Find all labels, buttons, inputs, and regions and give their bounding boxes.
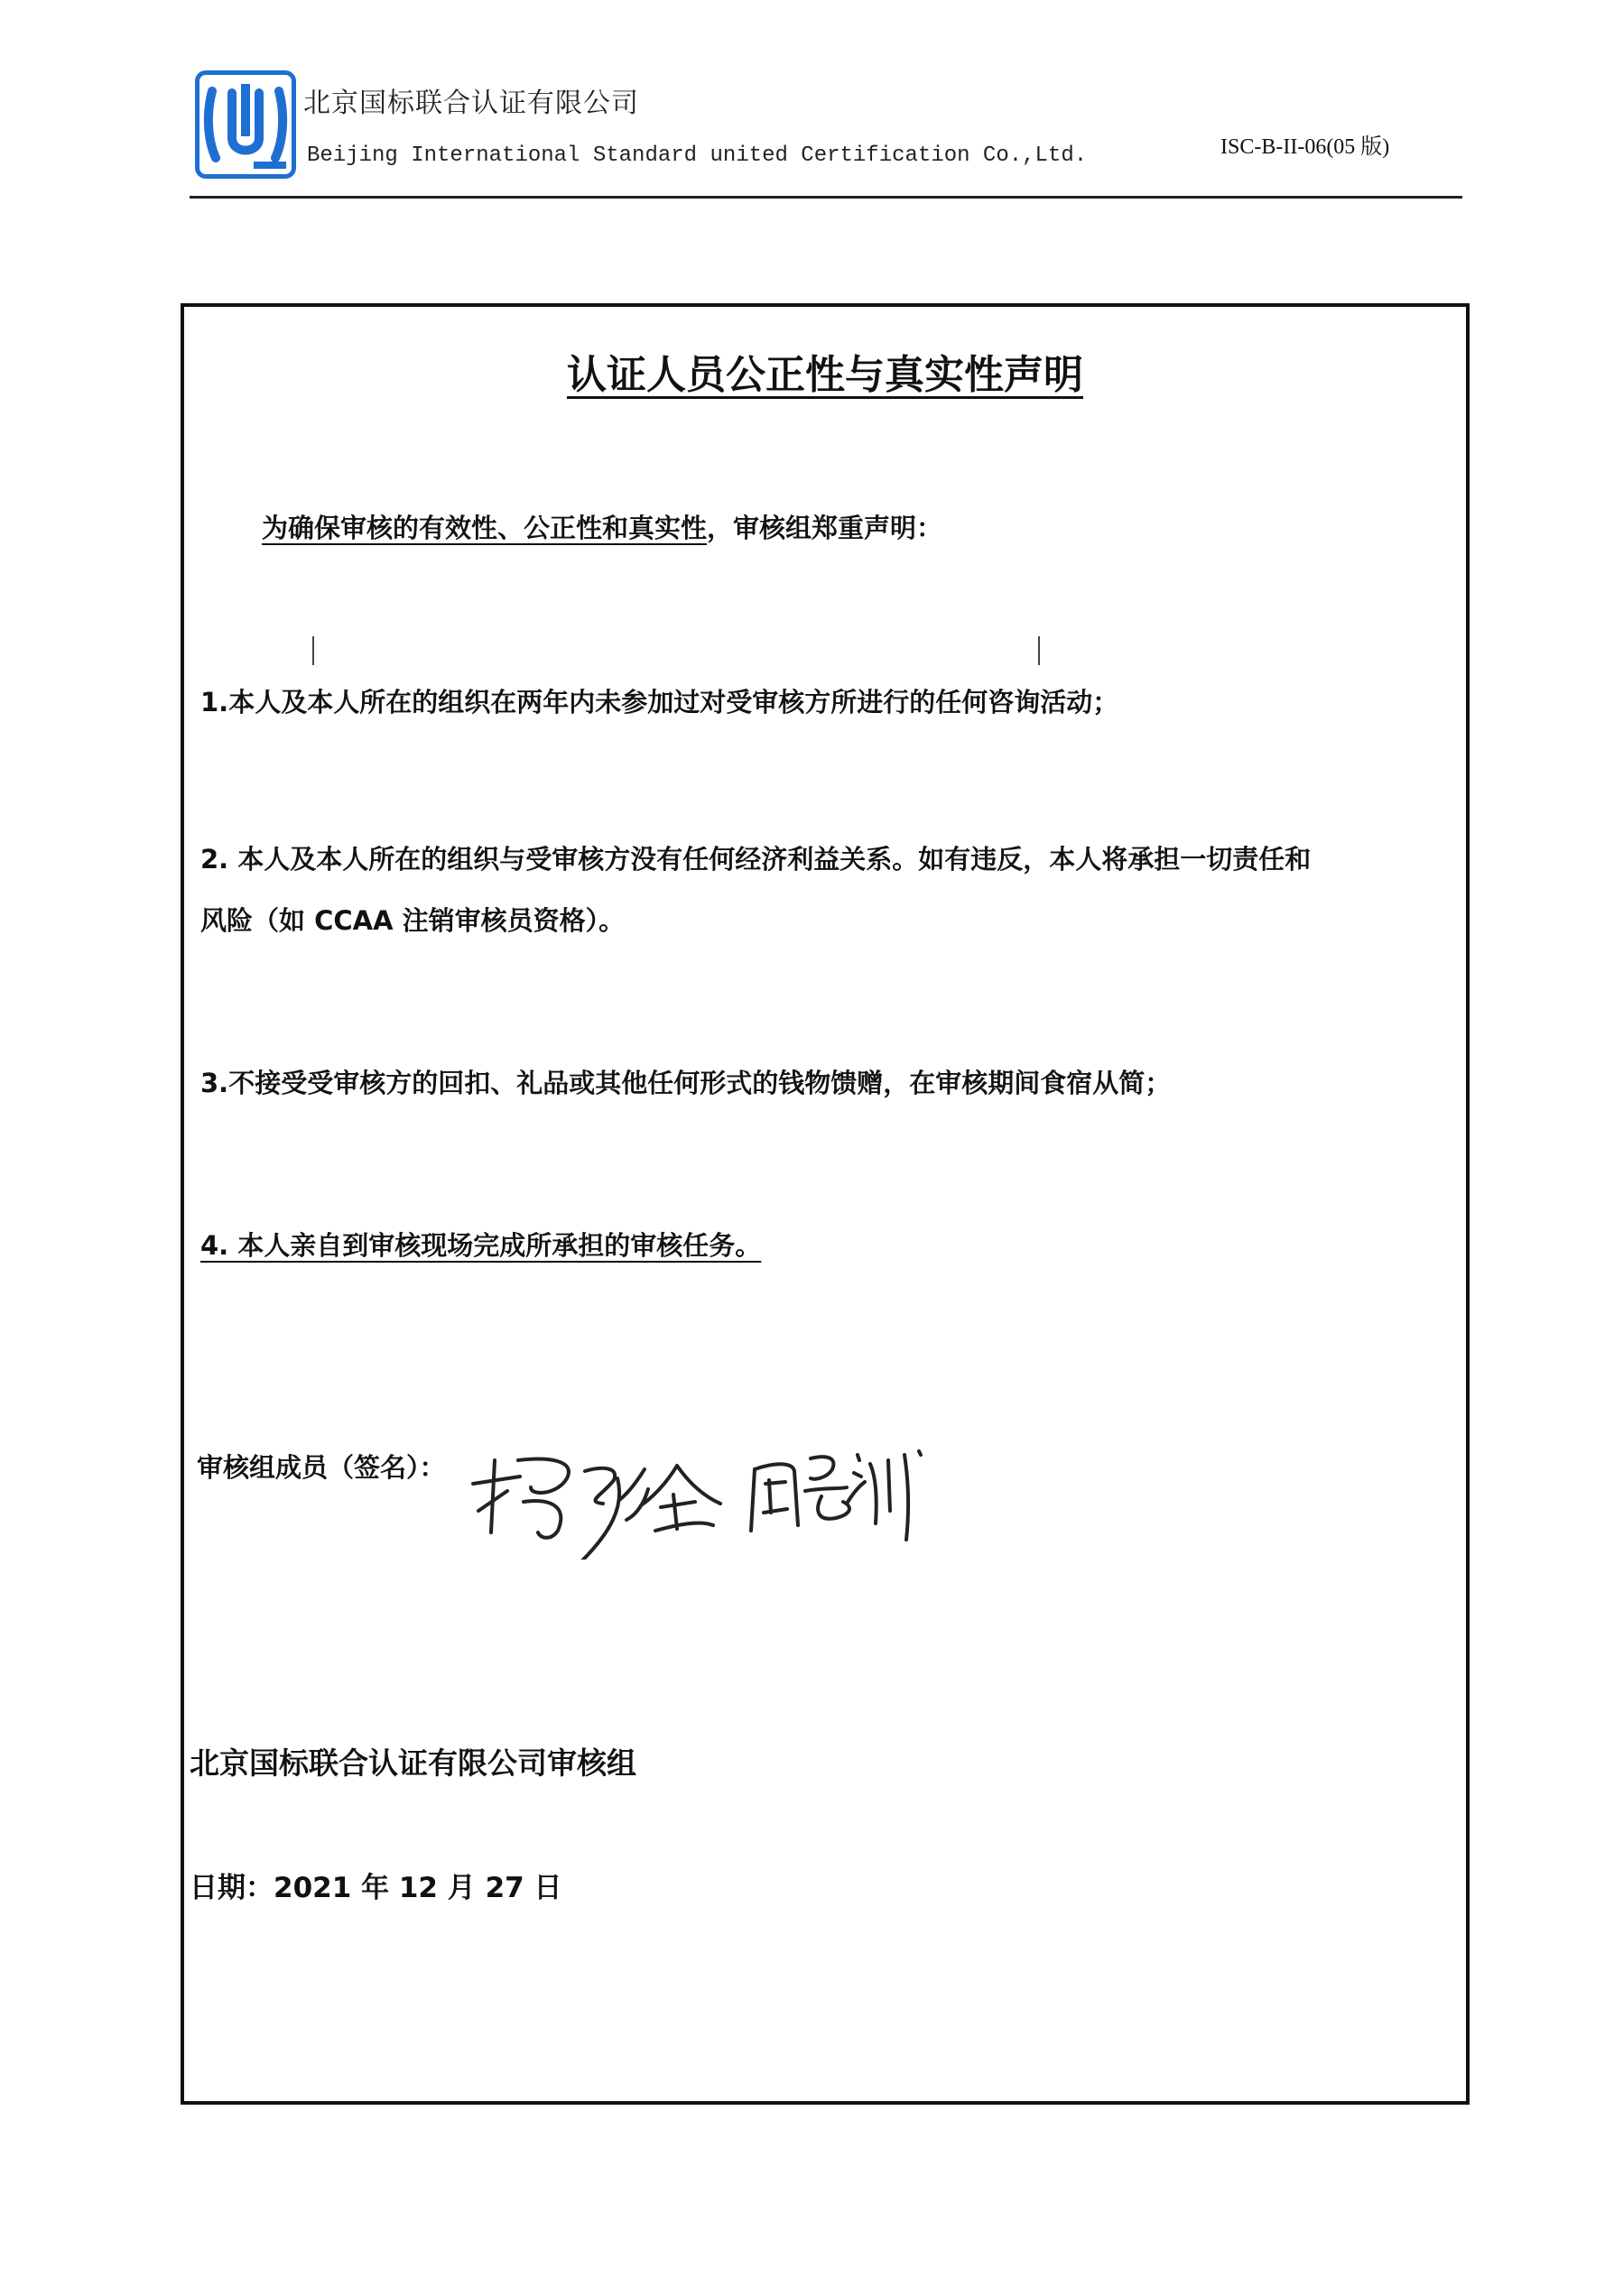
document-code: ISC-B-II-06(05 版) <box>1220 135 1390 159</box>
signature-label: 审核组成员（签名）： <box>197 1452 446 1483</box>
declaration-item-2-continued: 风险（如 CCAA 注销审核员资格）。 <box>200 905 626 936</box>
declaration-item-3: 3.不接受受审核方的回扣、礼品或其他任何形式的钱物馈赠，在审核期间食宿从简； <box>200 1068 1172 1098</box>
declaration-item-2: 2. 本人及本人所在的组织与受审核方没有任何经济利益关系。如有违反，本人将承担一切责任和 <box>200 844 1312 875</box>
declaration-item-4: 4. 本人亲自到审核现场完成所承担的审核任务。 <box>200 1230 762 1261</box>
declaration-date <box>190 1870 562 1906</box>
declaration-form-border <box>181 303 1470 2105</box>
mark-line-left <box>312 636 314 665</box>
company-name-en: Beijing International Standard united Certification Co.,Ltd. <box>307 144 1088 168</box>
intro-underlined-text: 为确保审核的有效性、公正性和真实性 <box>262 513 708 543</box>
handwritten-signature <box>468 1424 937 1563</box>
company-name-cn: 北京国标联合认证有限公司 <box>303 88 639 119</box>
audit-team-organization: 北京国标联合认证有限公司审核组 <box>190 1745 636 1781</box>
header-divider <box>190 196 1462 199</box>
company-logo-icon <box>195 70 296 179</box>
declaration-item-1: 1.本人及本人所在的组织在两年内未参加过对受审核方所进行的任何咨询活动； <box>200 687 1119 718</box>
date-label: 日期： <box>190 1872 274 1904</box>
date-value: 2021 年 12 月 27 日 <box>274 1872 562 1904</box>
intro-rest-text: ，审核组郑重声明： <box>707 513 943 543</box>
mark-line-right <box>1038 636 1040 665</box>
intro-statement <box>262 510 942 546</box>
form-title: 认证人员公正性与真实性声明 <box>567 352 1083 398</box>
